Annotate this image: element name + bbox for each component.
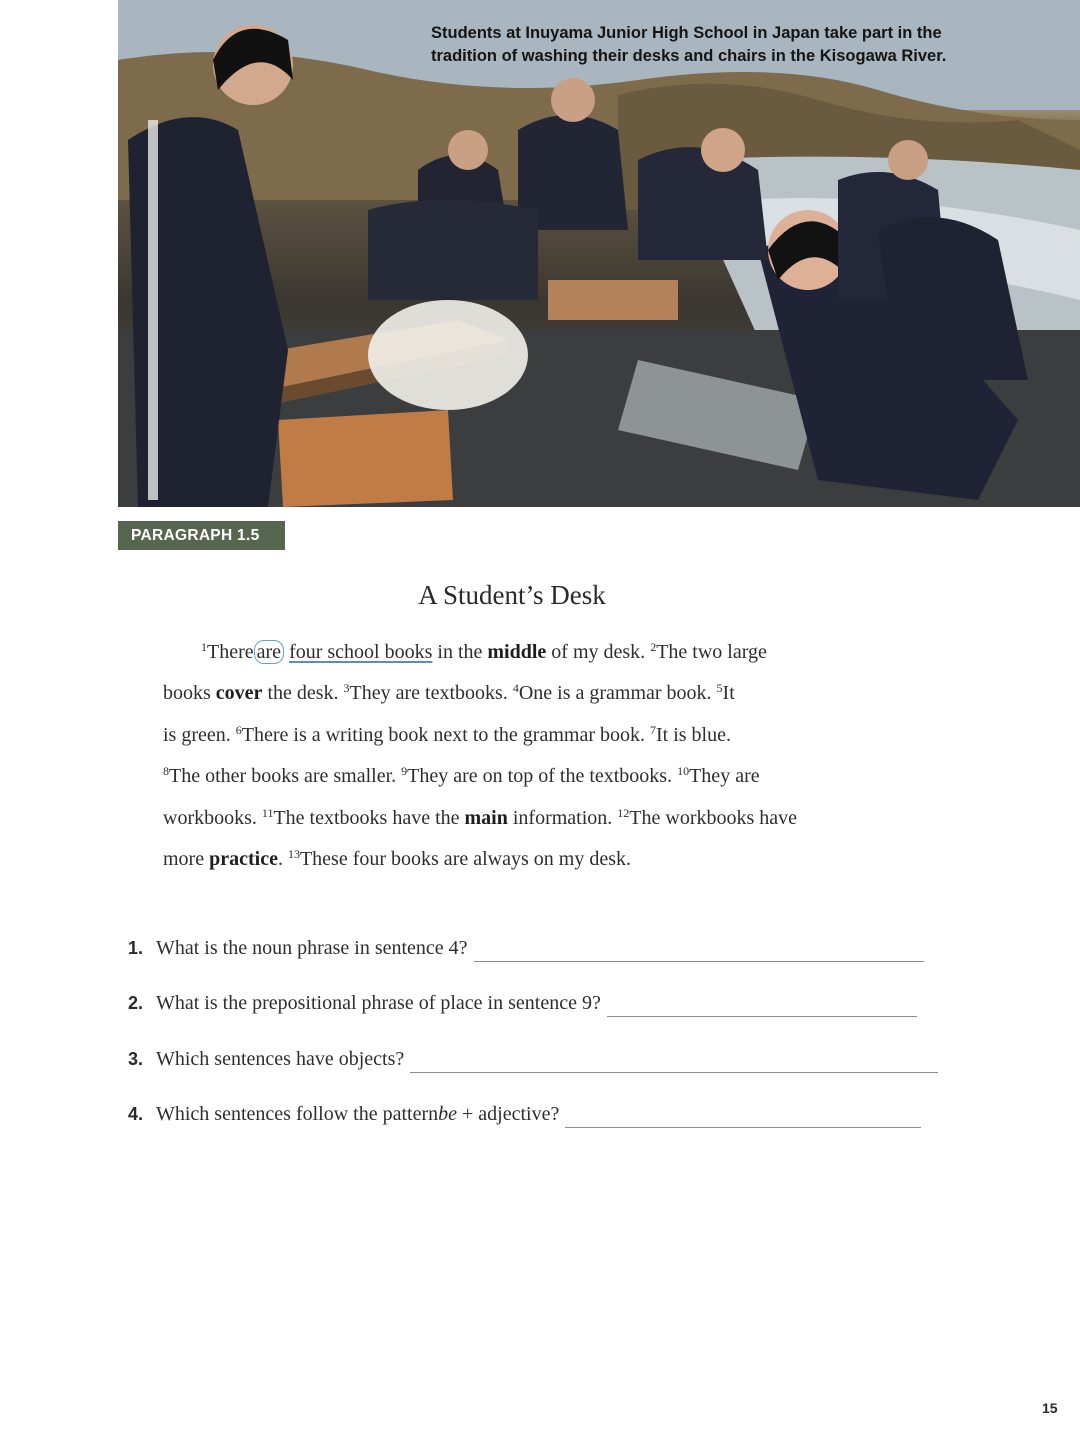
answer-blank[interactable] [565,1126,921,1128]
passage-text: workbooks. [163,806,262,829]
passage-text: of my desk. [546,641,651,663]
passage-text: There is a writing book next to the grammar book. [241,723,650,746]
bold-word: main [464,806,508,829]
sentence-number: 8 [163,764,169,779]
passage-text: information. [507,806,618,829]
circled-verb: are [254,640,284,664]
page-number: 15 [1042,1400,1058,1416]
passage-text: The workbooks have [629,806,798,829]
question-italic: be [438,1103,458,1125]
bold-word: middle [487,641,547,663]
passage-text: They are [689,765,760,788]
sentence-number: 2 [650,640,657,654]
passage-text: The two large [656,641,767,663]
passage-text: The other books are smaller. [169,765,402,788]
caption-line-2: tradition of washing their desks and chairs in the Kisogawa River. [431,47,947,65]
section-tag: PARAGRAPH 1.5 [118,521,285,550]
passage-text: These four books are always on my desk. [299,847,631,870]
passage-text: One is a grammar book. [518,682,717,705]
passage-line-6 [163,839,883,880]
passage-text: the desk. [262,682,344,705]
passage-text: The textbooks have the [273,806,465,829]
question-2 [128,992,917,1022]
question-text: Which sentences have objects? [156,1048,405,1070]
passage [163,632,883,880]
sentence-number: 1 [201,640,207,654]
answer-blank[interactable] [474,960,924,962]
sentence-number: 13 [287,846,300,861]
passage-line-3 [163,715,883,756]
passage-text: in the [432,641,488,663]
passage-text: There [207,641,254,663]
answer-blank[interactable] [607,1015,917,1017]
sentence-number: 4 [512,681,519,696]
passage-text: . [277,847,288,870]
question-text: What is the noun phrase in sentence 4? [156,937,468,959]
underlined-noun-phrase: four school books [289,641,433,663]
sentence-number: 9 [401,764,408,779]
passage-line-1 [163,632,883,673]
question-3 [128,1048,938,1078]
passage-text: books [163,682,216,705]
question-number: 2. [128,993,144,1013]
answer-blank[interactable] [410,1071,938,1073]
sentence-number: 11 [261,805,274,820]
bold-word: practice [209,847,278,870]
question-4 [128,1103,921,1133]
passage-title: A Student’s Desk [418,580,606,610]
sentence-number: 3 [343,681,350,696]
photo-illustration [118,0,1080,507]
question-number: 1. [128,938,144,958]
sentence-number: 7 [650,722,656,737]
passage-text: more [163,847,210,870]
sentence-number: 12 [617,805,630,820]
question-text: + adjective? [457,1103,560,1125]
sentence-number: 5 [716,681,723,696]
classroom-river-photo [118,0,1080,507]
photo-caption [431,22,1071,68]
passage-text: It [722,682,735,705]
bold-word: cover [215,682,263,705]
passage-text: It is blue. [656,723,731,746]
passage-text: They are on top of the textbooks. [407,765,678,788]
sentence-number: 6 [235,722,242,737]
passage-line-4 [163,756,883,797]
question-text: What is the prepositional phrase of place in sentence 9? [156,992,601,1014]
passage-line-2 [163,673,883,714]
sentence-number: 10 [677,764,690,779]
question-1 [128,937,924,967]
passage-line-5 [163,798,883,839]
passage-text: They are textbooks. [349,682,513,705]
question-number: 4. [128,1104,144,1124]
passage-text: is green. [163,723,236,746]
question-text: Which sentences follow the pattern [156,1103,439,1125]
caption-line-1: Students at Inuyama Junior High School in Japan take part in the [431,24,942,42]
question-number: 3. [128,1049,144,1069]
